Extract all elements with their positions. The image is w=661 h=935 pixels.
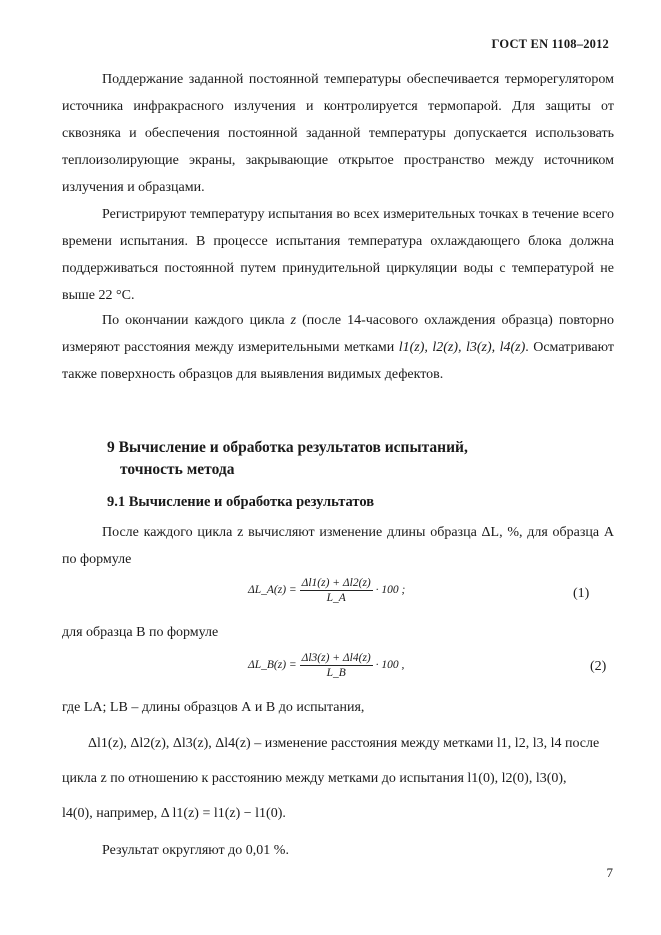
formula-1-lhs: ΔL_A(z) = xyxy=(248,584,297,597)
formula-1-fraction xyxy=(300,577,373,604)
formula-2-number: (2) xyxy=(590,659,607,674)
section-9-1-title: 9.1 Вычисление и обработка результатов xyxy=(107,494,375,510)
formula-2-lhs: ΔL_B(z) = xyxy=(248,659,297,672)
paragraph-calc-intro-a: После каждого цикла z вычисляют изменение длины образца ΔL, %, для образца А по формуле xyxy=(62,525,614,567)
delta-definition-line2: цикла z по отношению к расстоянию между метками до испытания l1(0), l2(0), l3(0), xyxy=(62,771,567,786)
formula-2 xyxy=(248,652,404,679)
section-9-title-line2: точность метода xyxy=(120,461,235,478)
rounding-note: Результат округляют до 0,01 %. xyxy=(102,843,289,858)
formula-2-denominator: L_B xyxy=(326,667,346,679)
formula-1-denominator: L_A xyxy=(326,592,346,604)
delta-definition-line1: Δl1(z), Δl2(z), Δl3(z), Δl4(z) – изменение расстояния между метками l1, l2, l3, l4 после xyxy=(88,736,600,751)
formula-2-tail: · 100 , xyxy=(375,659,405,672)
delta-definition-line3: l4(0), например, Δ l1(z) = l1(z) − l1(0). xyxy=(62,806,286,821)
formula-1-numerator: Δl1(z) + Δl2(z) xyxy=(301,577,371,589)
page-number: 7 xyxy=(606,865,613,880)
formula-1-number: (1) xyxy=(573,586,590,601)
formula-1-tail: · 100 ; xyxy=(375,584,406,597)
paragraph-calc-intro-b: для образца В по формуле xyxy=(62,625,219,640)
formula-2-fraction xyxy=(300,652,373,679)
formula-1 xyxy=(248,577,405,604)
paragraph-temperature-control: Поддержание заданной постоянной температуры обеспечивается терморегулятором источника инфракрасного излучения и контролируется термопарой. Для защиты от сквозняка и обеспечения постоянной заданной температуры допускается использовать теплоизолирующие экраны, закрывающие открытое пространство между источником излучения и образцами. xyxy=(62,72,614,195)
document-header-standard: ГОСТ EN 1108–2012 xyxy=(491,37,609,51)
formula-2-numerator: Δl3(z) + Δl4(z) xyxy=(301,652,371,664)
section-9-title-line1: 9 Вычисление и обработка результатов испытаний, xyxy=(107,439,468,456)
paragraph-temperature-registration: Регистрируют температуру испытания во всех измерительных точках в течение всего времени испытания. В процессе испытания температура охлаждающего блока должна поддерживаться постоянной путем принудительной циркуляции воды с температурой не выше 22 °С. xyxy=(62,207,614,303)
paragraph-cycle-measurement: По окончании каждого цикла z (после 14-часового охлаждения образца) повторно измеряют расстояния между измерительными метками l1(z), l2(z), l3(z), l4(z). Осматривают также поверхность образцов для выявления видимых дефектов. xyxy=(62,313,615,382)
where-definition: где LA; LB – длины образцов А и В до испытания, xyxy=(62,700,365,715)
